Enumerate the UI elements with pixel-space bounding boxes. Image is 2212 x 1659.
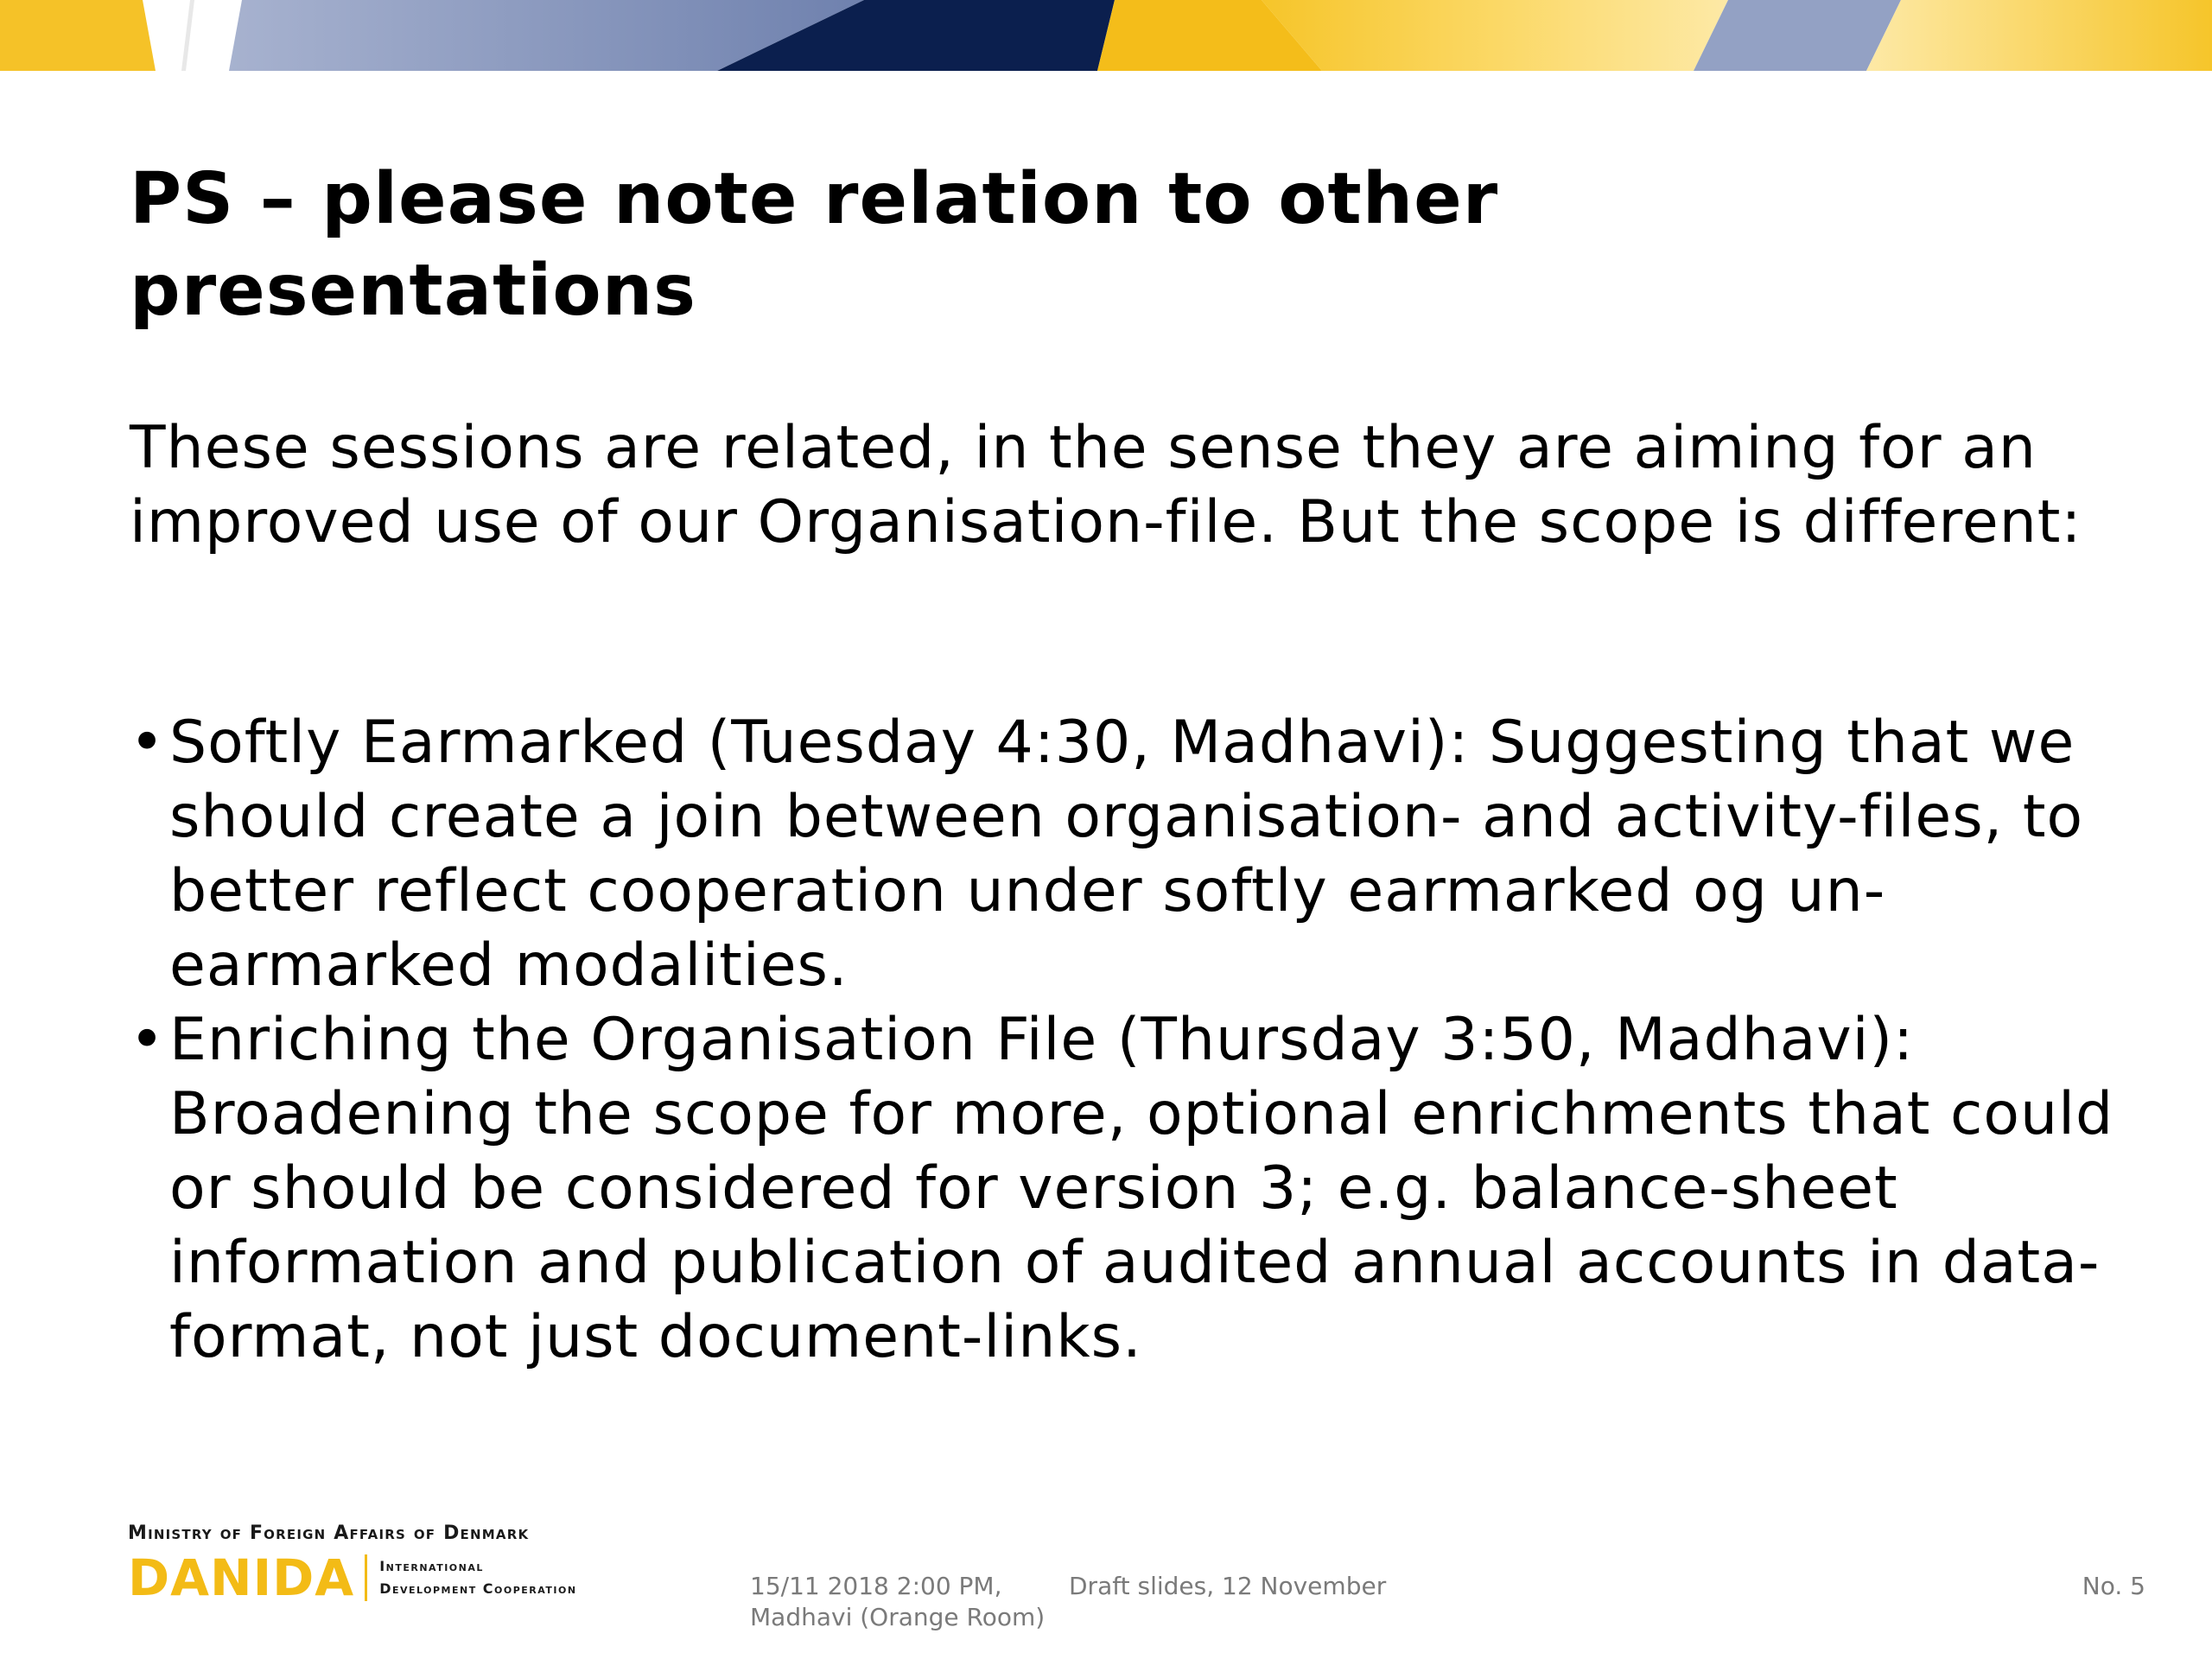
bullet-text: Softly Earmarked (Tuesday 4:30, Madhavi): Suggesting that we should create a join between organisation- and activity-files, to better reflect cooperation under softly earmarked og un-earmarked modalities. (169, 709, 2084, 1000)
bullet-icon: • (130, 1006, 166, 1074)
danida-logo (128, 1550, 577, 1605)
slide-number: No. 5 (2082, 1572, 2145, 1600)
bullet-item-softly-earmarked (130, 706, 2143, 1003)
logo-subtitle-line2: Development Cooperation (379, 1580, 577, 1597)
bullet-text: Enriching the Organisation File (Thursday 3:50, Madhavi): Broadening the scope for more, optional enrichments that could or should be considered for version 3; e.g. balance-sheet information and publication of audited annual accounts in data-format, not just document-links. (169, 1006, 2114, 1371)
intro-paragraph: These sessions are related, in the sense they are aiming for an improved use of our Organisation-file. But the scope is different: (130, 414, 2082, 556)
footer-presenter-room: Madhavi (Orange Room) (750, 1603, 1046, 1631)
bullet-icon: • (130, 709, 166, 777)
logo-subtitle-line1: International (379, 1558, 484, 1574)
decorative-header-band (0, 0, 2212, 71)
footer-date-time: 15/11 2018 2:00 PM, (750, 1572, 1002, 1600)
logo-divider (365, 1554, 367, 1601)
slide-title: PS – please note relation to other presentations (130, 158, 1499, 332)
logo-subtitle (379, 1555, 576, 1600)
bullet-item-enriching-organisation-file (130, 1003, 2143, 1375)
footer-session-info (750, 1571, 1045, 1633)
footer-draft-note: Draft slides, 12 November (1069, 1572, 1387, 1600)
bullet-list (130, 706, 2143, 1375)
danida-wordmark: DANIDA (128, 1548, 355, 1607)
ministry-name: Ministry of Foreign Affairs of Denmark (128, 1522, 530, 1544)
